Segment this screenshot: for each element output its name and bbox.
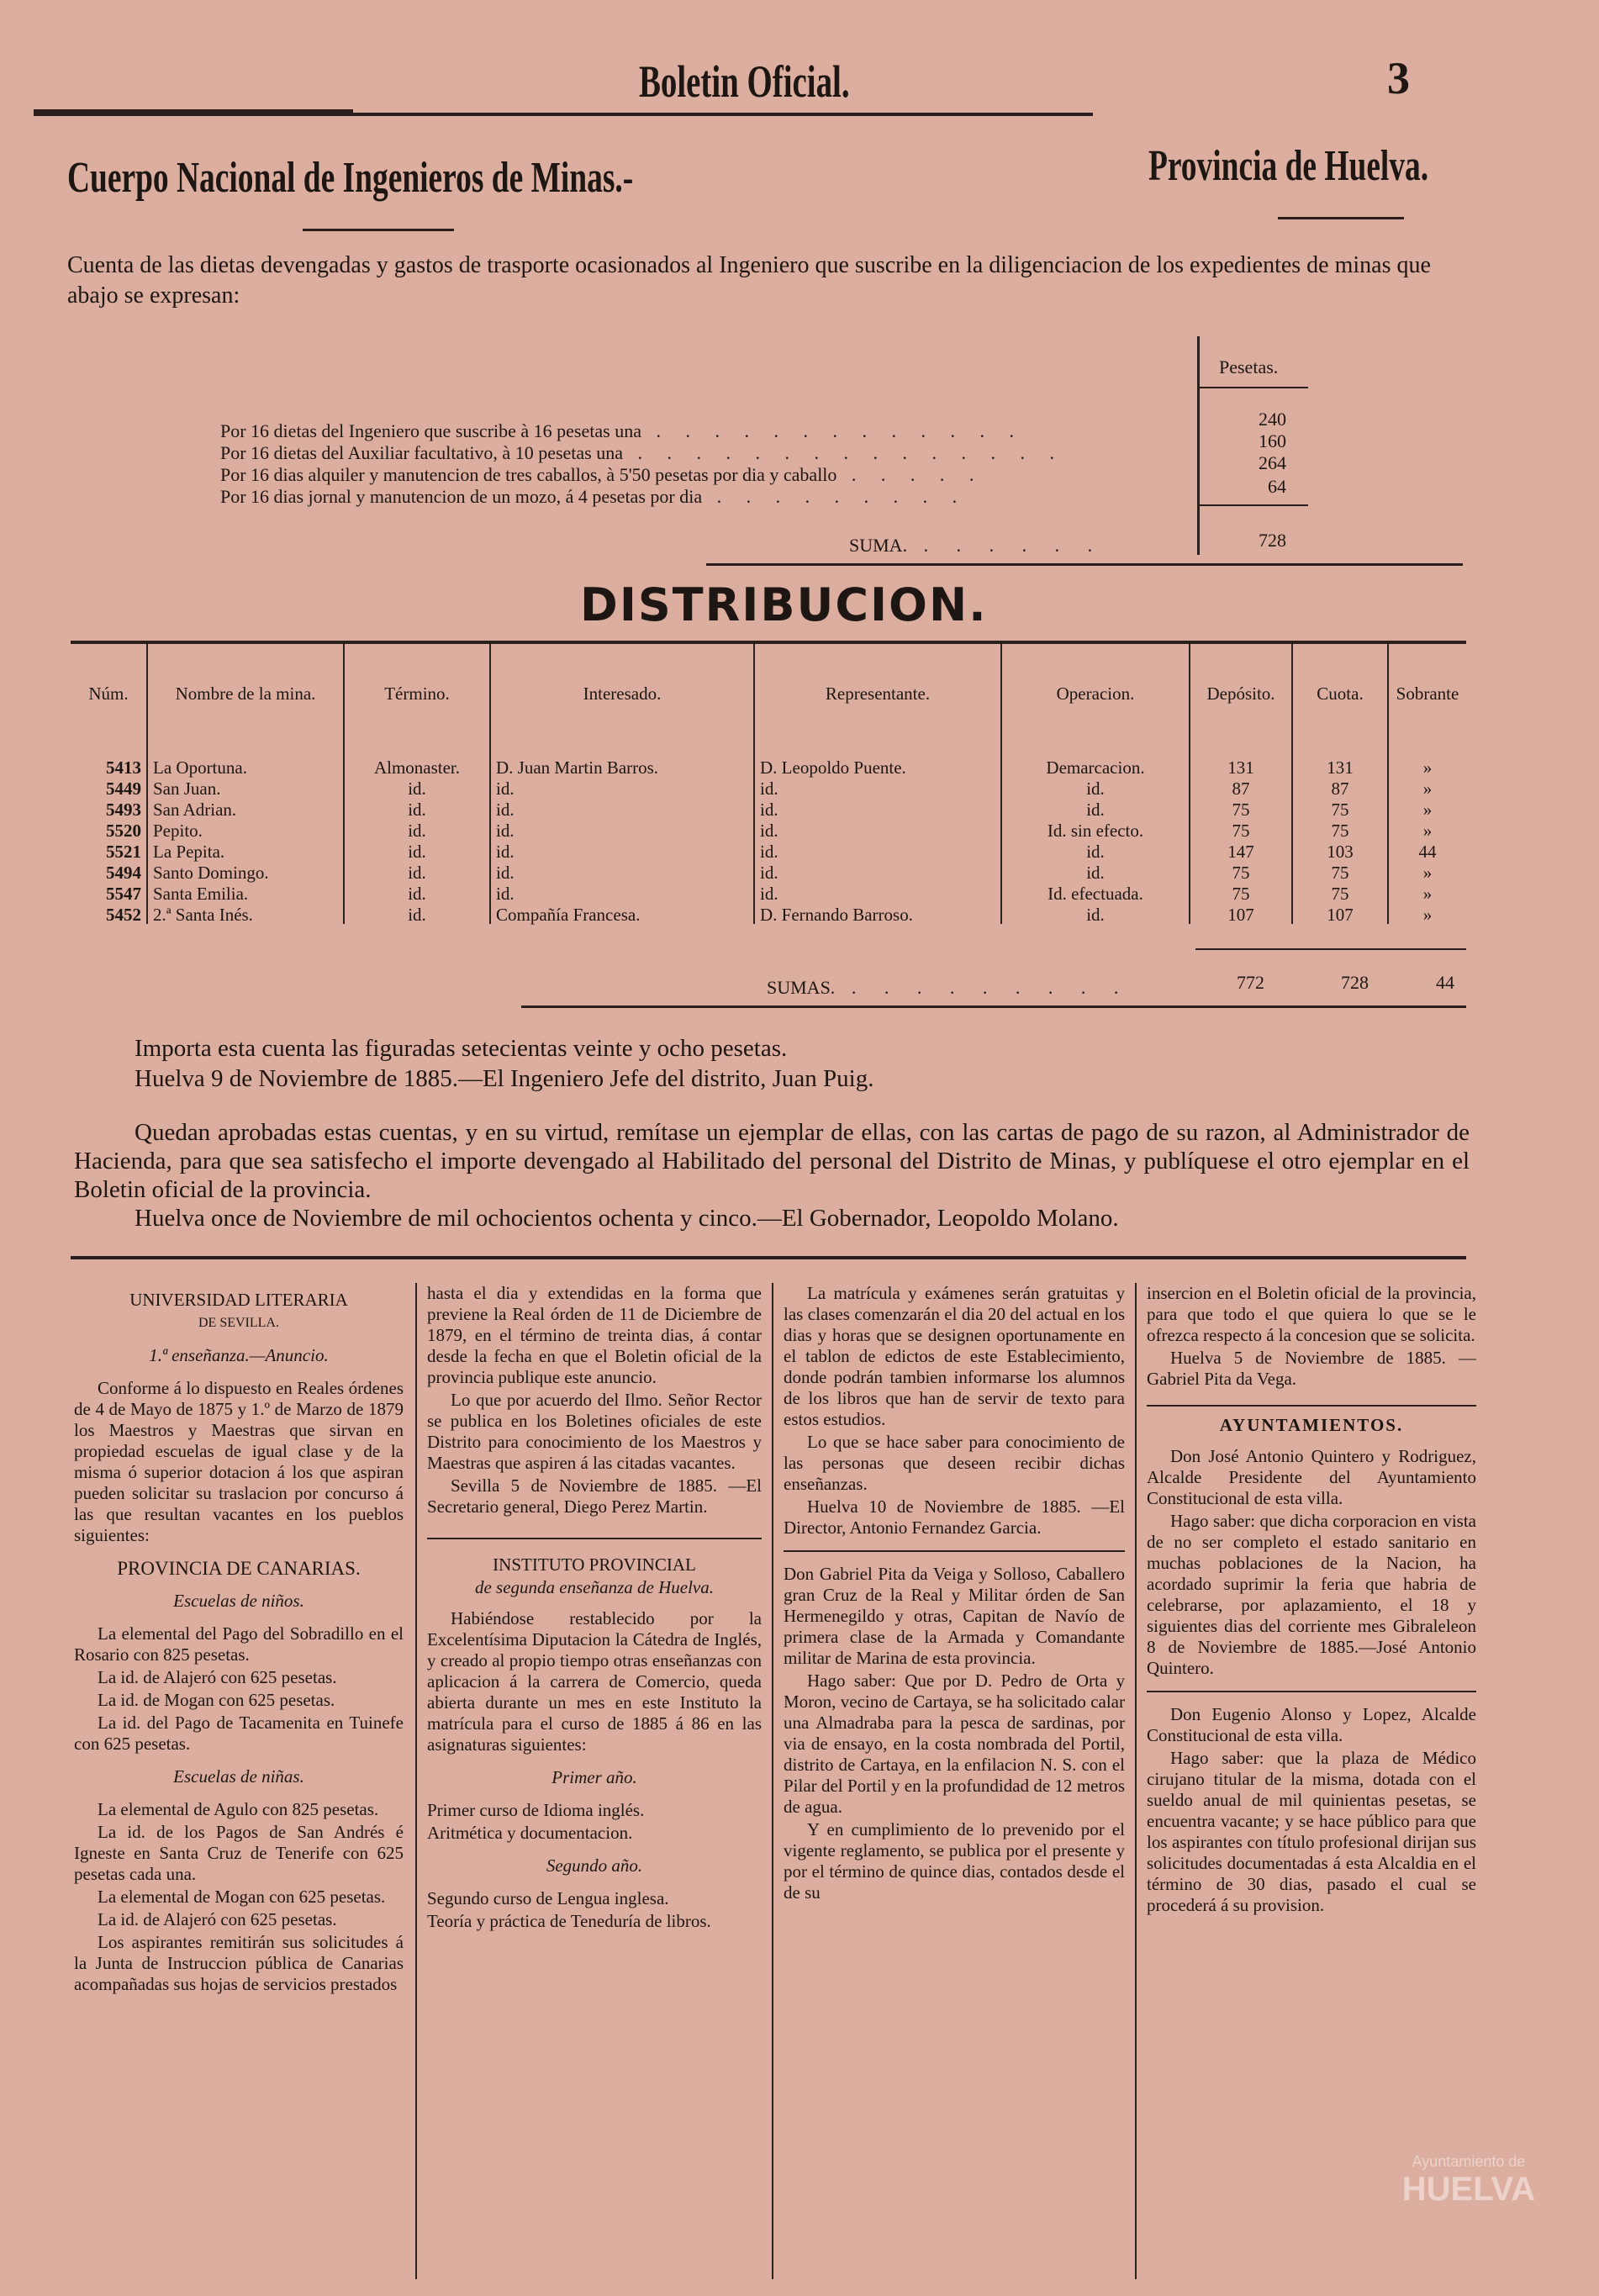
row-operacion: id.: [1001, 903, 1190, 924]
col2-p3: Sevilla 5 de Noviembre de 1885. —El Secretario general, Diego Perez Martin.: [427, 1475, 762, 1517]
column-4: [1147, 1283, 1476, 2296]
row-operacion: id.: [1001, 840, 1190, 861]
row-num: 5520: [71, 819, 147, 840]
row-mina: La Oportuna.: [147, 743, 344, 777]
page-number: 3: [1387, 53, 1410, 103]
row-mina: 2.ª Santa Inés.: [147, 903, 344, 924]
row-representante: D. Leopoldo Puente.: [754, 743, 1001, 777]
account-row: Por 16 dias jornal y manutencion de un mozo, á 4 pesetas por dia . . . . . . . . .: [220, 486, 968, 507]
distribution-row: [71, 777, 1466, 798]
row-deposito: 131: [1190, 743, 1292, 777]
row-sobrante: »: [1422, 779, 1433, 799]
column-2: [427, 1283, 762, 2296]
col4-p2: Huelva 5 de Noviembre de 1885. —Gabriel Pita da Vega.: [1147, 1348, 1476, 1389]
col1-subtitle: DE SEVILLA.: [198, 1316, 279, 1330]
col2-subject-4: Teoría y práctica de Teneduría de libros.: [427, 1911, 711, 1931]
row-num: 5493: [71, 798, 147, 819]
row-cuota: 75: [1292, 861, 1388, 882]
row-interesado: id.: [490, 819, 754, 840]
row-mina: Santa Emilia.: [147, 882, 344, 903]
row-sobrante: »: [1422, 863, 1433, 883]
row-interesado: id.: [490, 777, 754, 798]
page-title: Boletin Oficial.: [639, 56, 850, 107]
row-mina: Santo Domingo.: [147, 861, 344, 882]
row-representante: id.: [754, 882, 1001, 903]
row-cuota: 75: [1292, 882, 1388, 903]
row-representante: id.: [754, 840, 1001, 861]
ornament-left: [303, 229, 454, 231]
distribution-row: [71, 819, 1466, 840]
distribution-row: [71, 798, 1466, 819]
col2-year-1: Primer año.: [551, 1767, 637, 1787]
col2-p1: hasta el dia y extendidas en la forma que previene la Real órden de 11 de Diciembre de 1879, en el término de treinta dias, á contar desde la fecha en que el Boletin oficial de la provincia publique este anuncio.: [427, 1283, 762, 1387]
distribution-row: [71, 903, 1466, 924]
row-sobrante: »: [1422, 757, 1433, 778]
row-deposito: 75: [1190, 861, 1292, 882]
distribution-sum-rule: [1195, 948, 1466, 950]
col-num-header: Núm.: [71, 644, 147, 743]
row-representante: id.: [754, 861, 1001, 882]
account-row: Por 16 dietas del Ingeniero que suscribe à 16 pesetas una . . . . . . . . . . . . .: [220, 420, 1024, 441]
account-header: Pesetas.: [1219, 356, 1279, 377]
col-sobrante-header: Sobrante: [1396, 683, 1459, 704]
col4-divider: [1147, 1405, 1476, 1407]
row-num: 5521: [71, 840, 147, 861]
distribution-bottom-rule: [521, 1005, 1466, 1008]
row-representante: id.: [754, 798, 1001, 819]
col3-p3: Huelva 10 de Noviembre de 1885. —El Director, Antonio Fernandez Garcia.: [784, 1496, 1125, 1538]
distribution-header-row: [71, 644, 1466, 743]
col1-n3: La id. de Mogan con 625 pesetas.: [98, 1690, 335, 1710]
col-cuota-header: Cuota.: [1292, 644, 1388, 743]
governor-signature: Huelva once de Noviembre de mil ochocientos ochenta y cinco.—El Gobernador, Leopoldo Molano.: [135, 1205, 1119, 1232]
col1-section: 1.ª enseñanza.—Anuncio.: [149, 1345, 329, 1365]
col1-p1: Conforme á lo dispuesto en Reales órdenes de 4 de Mayo de 1875 y 1.º de Marzo de 1879 los Maestros y Maestras que sirvan en propiedad escuelas de igual clase y de la misma ó superior dotacion á los que aspiran pueden solicitar su traslacion por concurso á las que resultan vacantes en los pueblos siguientes:: [74, 1378, 404, 1545]
distribution-row: [71, 743, 1466, 777]
col4-divider-2: [1147, 1691, 1476, 1692]
account-vrule: [1197, 336, 1200, 555]
col4-p1: insercion en el Boletin oficial de la provincia, para que todo el que quiera lo que se le ofrezca respecto á la concesion que se solicita.: [1147, 1283, 1476, 1345]
distribution-totals-label: SUMAS. . . . . . . . . .: [767, 977, 1131, 998]
closing-line-2: Huelva 9 de Noviembre de 1885.—El Ingeniero Jefe del distrito, Juan Puig.: [135, 1065, 874, 1092]
row-termino: id.: [344, 882, 490, 903]
col1-a3: La elemental de Mogan con 625 pesetas.: [98, 1887, 386, 1907]
row-deposito: 147: [1190, 840, 1292, 861]
row-interesado: id.: [490, 882, 754, 903]
col-mina-header: Nombre de la mina.: [147, 644, 344, 743]
account-row-label: Por 16 dias jornal y manutencion de un mozo, á 4 pesetas por dia: [220, 486, 703, 507]
col3-p4: Don Gabriel Pita da Veiga y Solloso, Caballero gran Cruz de la Real y Militar órden de San Hermenegildo y otras, Capitan de Navío de primera clase de la Armada y Comandante militar de Marina de esta provincia.: [784, 1564, 1125, 1668]
col3-p5: Hago saber: Que por D. Pedro de Orta y Moron, vecino de Cartaya, se ha solicitado calar una Almadraba para la pesca de sardinas, por via de ensayo, en la costa nombrada del Portil, distrito de Cartaya, en la enfilacion N. S. con el Pilar del Portil y en la profundidad de 12 metros de agua.: [784, 1671, 1125, 1817]
row-cuota: 107: [1292, 903, 1388, 924]
column-3: [784, 1283, 1125, 2296]
row-termino: id.: [344, 861, 490, 882]
row-num: 5494: [71, 861, 147, 882]
row-representante: id.: [754, 819, 1001, 840]
row-termino: Almonaster.: [344, 743, 490, 777]
col1-a2: La id. de los Pagos de San Andrés é Igneste en Santa Cruz de Tenerife con 625 pesetas cada una.: [74, 1822, 404, 1884]
account-row-value: 264: [1259, 452, 1286, 473]
row-termino: id.: [344, 798, 490, 819]
col4-p4: Hago saber: que dicha corporacion en vista de no ser completo el estado sanitario en muchas poblaciones de la Nacion, ha acordado suprimir la feria que habria de celebrarse, por aplazamiento, el 18 y siguientes dias del corriente mes Gibraleleon 8 de Noviembre de 1885.—José Antonio Quintero.: [1147, 1511, 1476, 1678]
col1-a5: Los aspirantes remitirán sus solicitudes á la Junta de Instruccion pública de Canarias acompañadas sus hojas de servicios prestados: [74, 1932, 404, 1994]
row-representante: id.: [754, 777, 1001, 798]
row-operacion: id.: [1001, 861, 1190, 882]
row-cuota: 75: [1292, 798, 1388, 819]
col1-escuelas-ninos: Escuelas de niños.: [173, 1591, 304, 1611]
col3-p6: Y en cumplimiento de lo prevenido por el vigente reglamento, se publica por el presente y por el término de quince dias, contados desde el de su: [784, 1819, 1125, 1903]
col1-title: UNIVERSIDAD LITERARIA: [129, 1290, 348, 1310]
distribution-row: [71, 882, 1466, 903]
row-interesado: Compañía Francesa.: [490, 903, 754, 924]
section-left-title: Cuerpo Nacional de Ingenieros de Minas.-: [67, 154, 634, 202]
row-mina: Pepito.: [147, 819, 344, 840]
col2-subject-1: Primer curso de Idioma inglés.: [427, 1800, 645, 1820]
row-termino: id.: [344, 840, 490, 861]
row-num: 5547: [71, 882, 147, 903]
distribution-row: [71, 840, 1466, 861]
col4-title: AYUNTAMIENTOS.: [1219, 1415, 1404, 1435]
row-cuota: 75: [1292, 819, 1388, 840]
col2-divider: [427, 1538, 762, 1539]
watermark-line-2: HUELVA: [1401, 2171, 1536, 2208]
distribution-total-cuota: 728: [1341, 972, 1369, 993]
account-row-value: 160: [1259, 430, 1286, 451]
row-mina: San Juan.: [147, 777, 344, 798]
col-separator: [772, 1283, 773, 2279]
row-sobrante: 44: [1418, 842, 1437, 862]
watermark-line-1: Ayuntamiento de: [1412, 2153, 1526, 2170]
header-rule: [34, 113, 1093, 116]
row-operacion: Demarcacion.: [1001, 743, 1190, 777]
col1-escuelas-ninas: Escuelas de niñas.: [173, 1766, 304, 1787]
row-termino: id.: [344, 777, 490, 798]
row-interesado: id.: [490, 840, 754, 861]
row-termino: id.: [344, 903, 490, 924]
row-mina: San Adrian.: [147, 798, 344, 819]
closing-line-1: Importa esta cuenta las figuradas setecientas veinte y ocho pesetas.: [135, 1035, 788, 1062]
col2-subject-3: Segundo curso de Lengua inglesa.: [427, 1888, 669, 1908]
col1-province: PROVINCIA DE CANARIAS.: [117, 1558, 361, 1579]
row-operacion: id.: [1001, 798, 1190, 819]
col-interesado-header: Interesado.: [490, 644, 754, 743]
row-num: 5413: [71, 743, 147, 777]
row-cuota: 103: [1292, 840, 1388, 861]
row-mina: La Pepita.: [147, 840, 344, 861]
account-row: Por 16 dias alquiler y manutencion de tres caballos, à 5'50 pesetas por dia y caballo . . . . .: [220, 464, 984, 485]
account-row-value: 240: [1259, 409, 1286, 430]
col2-subject-2: Aritmética y documentacion.: [427, 1823, 633, 1843]
row-sobrante: »: [1422, 905, 1433, 925]
row-deposito: 87: [1190, 777, 1292, 798]
account-hrule: [1199, 387, 1308, 388]
col3-divider: [784, 1550, 1125, 1552]
row-cuota: 87: [1292, 777, 1388, 798]
col1-n4: La id. del Pago de Tacamenita en Tuinefe con 625 pesetas.: [74, 1713, 404, 1754]
col2-p4: Habiéndose restablecido por la Excelentísima Diputacion la Cátedra de Inglés, y creado al propio tiempo otras enseñanzas con aplicacion á la carrera de Comercio, queda abierta durante un mes en este Instituto la matrícula para el curso de 1885 á 86 en las asignaturas siguientes:: [427, 1608, 762, 1755]
row-operacion: Id. sin efecto.: [1001, 819, 1190, 840]
col1-a4: La id. de Alajeró con 625 pesetas.: [98, 1909, 337, 1929]
col-representante-header: Representante.: [754, 644, 1001, 743]
col2-p2: Lo que por acuerdo del Ilmo. Señor Rector se publica en los Boletines oficiales de este Distrito para conocimiento de los Maestros y Maestras que aspiren á las citadas vacantes.: [427, 1390, 762, 1473]
col4-p3: Don José Antonio Quintero y Rodriguez, Alcalde Presidente del Ayuntamiento Constitucional de esta villa.: [1147, 1446, 1476, 1508]
row-sobrante: »: [1422, 884, 1433, 904]
col1-a1: La elemental de Agulo con 825 pesetas.: [98, 1799, 379, 1819]
distribution-total-sobrante: 44: [1436, 972, 1454, 993]
row-deposito: 75: [1190, 798, 1292, 819]
column-1: [74, 1283, 404, 2296]
col1-n1: La elemental del Pago del Sobradillo en el Rosario con 825 pesetas.: [74, 1623, 404, 1665]
account-row: Por 16 dietas del Auxiliar facultativo, à 10 pesetas una . . . . . . . . . . . . . . .: [220, 442, 1064, 463]
col3-p1: La matrícula y exámenes serán gratuitas y las clases comenzarán el dia 20 del actual en los dias y horas que se designen oportunamente en el tablon de edictos de este Establecimiento, donde podrán tambien informarse los alumnos de los libros que han de servir de texto para estos estudios.: [784, 1283, 1125, 1429]
approval-text: Quedan aprobadas estas cuentas, y en su virtud, remítase un ejemplar de ellas, con las cartas de pago de su razon, al Administrador de Hacienda, para que sea satisfecho el importe devengado al Habilitado del personal del Distrito de Minas, y publíquese el otro ejemplar en el Boletin oficial de la provincia.: [74, 1119, 1470, 1203]
account-sum-rule: [1199, 504, 1308, 506]
distribution-row: [71, 861, 1466, 882]
ornament-right: [1278, 217, 1404, 219]
account-row-value: 64: [1268, 476, 1286, 497]
row-termino: id.: [344, 819, 490, 840]
col2-subtitle: de segunda enseñanza de Huelva.: [474, 1577, 714, 1597]
distribution-total-deposito: 772: [1237, 972, 1264, 993]
row-deposito: 75: [1190, 819, 1292, 840]
row-cuota: 131: [1292, 743, 1388, 777]
row-representante: D. Fernando Barroso.: [754, 903, 1001, 924]
row-deposito: 107: [1190, 903, 1292, 924]
row-num: 5449: [71, 777, 147, 798]
account-total-label: SUMA. . . . . . .: [849, 535, 1105, 556]
row-operacion: Id. efectuada.: [1001, 882, 1190, 903]
col-deposito-header: Depósito.: [1190, 644, 1292, 743]
col-separator: [415, 1283, 417, 2279]
col-separator: [1135, 1283, 1137, 2279]
col4-p5: Don Eugenio Alonso y Lopez, Alcalde Constitucional de esta villa.: [1147, 1704, 1476, 1745]
col1-n2: La id. de Alajeró con 625 pesetas.: [98, 1667, 337, 1687]
archive-watermark: [1372, 2153, 1565, 2271]
col2-title: INSTITUTO PROVINCIAL: [493, 1554, 696, 1575]
columns-top-rule: [71, 1256, 1466, 1259]
row-interesado: id.: [490, 861, 754, 882]
account-row-label: Por 16 dias alquiler y manutencion de tres caballos, à 5'50 pesetas por dia y caballo: [220, 464, 837, 485]
row-num: 5452: [71, 903, 147, 924]
row-operacion: id.: [1001, 777, 1190, 798]
distribution-body: [71, 743, 1466, 924]
account-total-value: 728: [1259, 530, 1286, 551]
row-interesado: id.: [490, 798, 754, 819]
row-interesado: D. Juan Martin Barros.: [490, 743, 754, 777]
col-operacion-header: Operacion.: [1001, 644, 1190, 743]
account-bottom-rule: [706, 563, 1463, 566]
section-right-title: Provincia de Huelva.: [1148, 142, 1429, 190]
col4-p6: Hago saber: que la plaza de Médico cirujano titular de la misma, dotada con el sueldo anual de mil quinientas pesetas, se encuentra vacante; y se hace público para que los aspirantes con título profesional dirijan sus solicitudes documentadas á esta Alcaldia en el término de 30 dias, pasado el cual se procederá á su provision.: [1147, 1748, 1476, 1915]
intro-text: Cuenta de las dietas devengadas y gastos de trasporte ocasionados al Ingeniero que suscribe en la diligenciacion de los expedientes de minas que abajo se expresan:: [67, 252, 1431, 309]
col3-p2: Lo que se hace saber para conocimiento de las personas que deseen recibir dichas enseñanzas.: [784, 1432, 1125, 1494]
row-deposito: 75: [1190, 882, 1292, 903]
account-row-label: Por 16 dietas del Auxiliar facultativo, à 10 pesetas una: [220, 442, 623, 463]
col2-year-2: Segundo año.: [546, 1855, 643, 1876]
row-sobrante: »: [1422, 821, 1433, 841]
distribution-table: [71, 644, 1466, 924]
row-sobrante: »: [1422, 800, 1433, 820]
distribution-title: DISTRIBUCION.: [580, 578, 988, 631]
col-termino-header: Término.: [344, 644, 490, 743]
account-row-label: Por 16 dietas del Ingeniero que suscribe à 16 pesetas una: [220, 420, 641, 441]
